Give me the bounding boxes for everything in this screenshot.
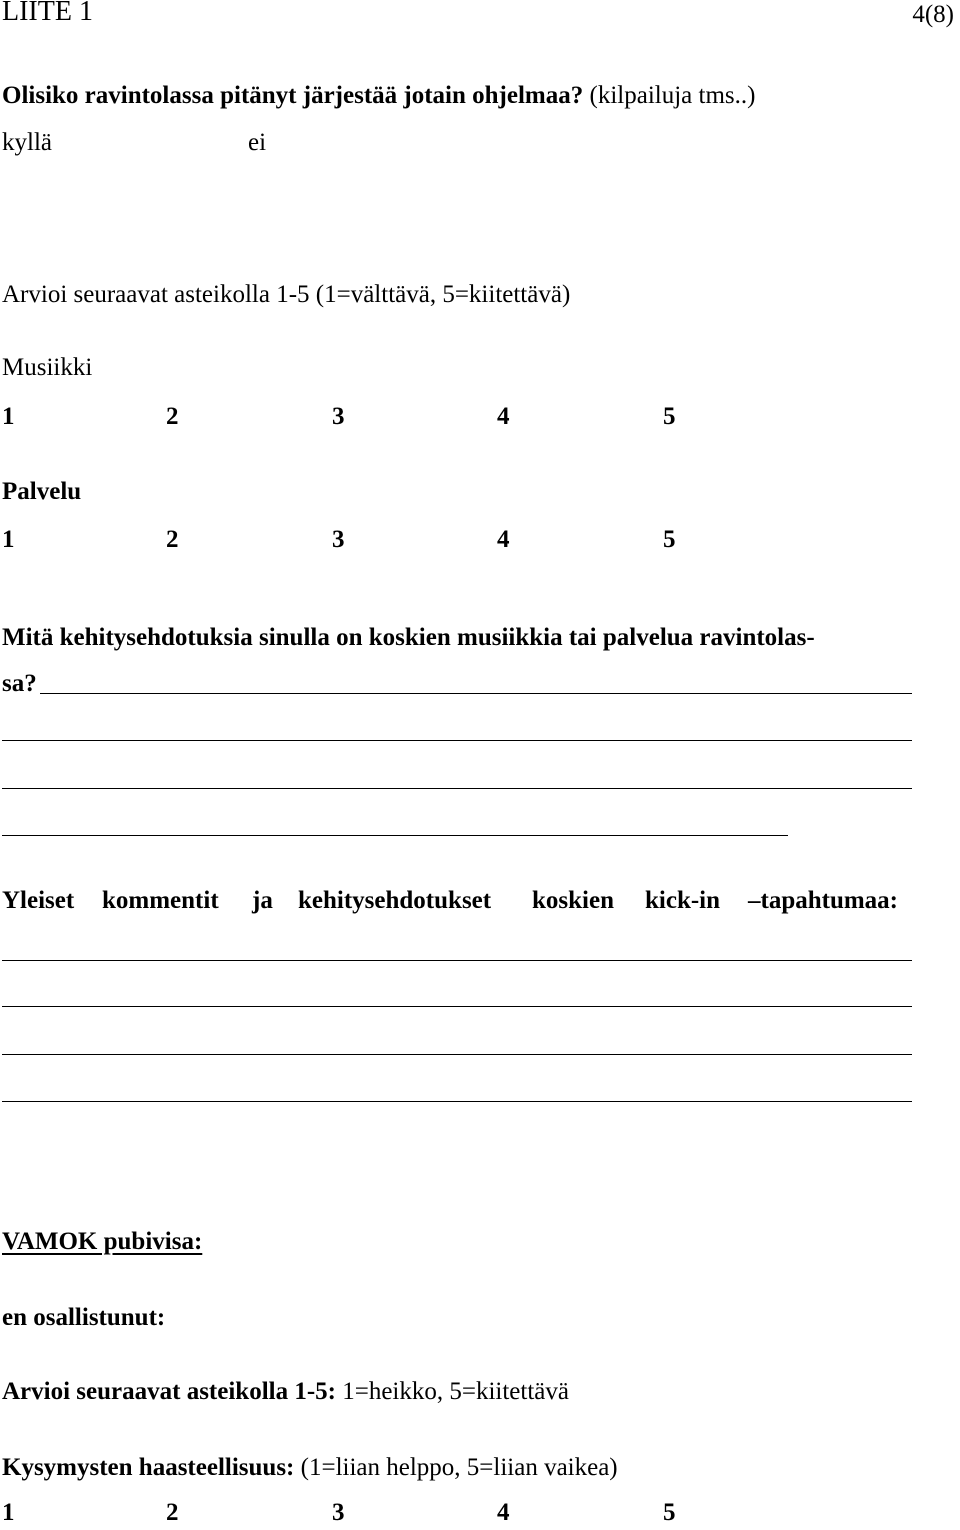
answer-line[interactable]	[2, 1054, 912, 1055]
vamok-difficulty	[2, 1455, 618, 1480]
option-no[interactable]: ei	[248, 129, 267, 156]
vamok-difficulty-hint: (1=liian helppo, 5=liian vaikea)	[300, 1454, 618, 1481]
scale-option-4[interactable]: 4	[497, 1499, 510, 1526]
appendix-title: LIITE 1	[2, 0, 93, 27]
answer-line[interactable]	[2, 1101, 912, 1102]
answer-line[interactable]	[2, 788, 912, 789]
scale-option-3[interactable]: 3	[332, 1499, 345, 1526]
q3-word: kommentit	[102, 887, 219, 914]
scale-option-2[interactable]: 2	[166, 526, 179, 553]
answer-line[interactable]	[40, 693, 912, 694]
rating-intro: Arvioi seuraavat asteikolla 1-5 (1=välttävä, 5=kiitettävä)	[2, 281, 571, 308]
vamok-scale-intro-rest: 1=heikko, 5=kiitettävä	[342, 1378, 569, 1405]
q3-word: koskien	[532, 887, 614, 914]
question-suggestions-line2: sa?	[2, 670, 37, 697]
vamok-scale-intro	[2, 1379, 569, 1404]
scale-option-5[interactable]: 5	[663, 1499, 676, 1526]
scale-option-1[interactable]: 1	[2, 526, 15, 553]
answer-line[interactable]	[2, 1006, 912, 1007]
rating-scale-music	[0, 404, 700, 434]
option-yes[interactable]: kyllä	[2, 129, 52, 156]
answer-line[interactable]	[2, 960, 912, 961]
scale-option-1[interactable]: 1	[2, 403, 15, 430]
scale-option-4[interactable]: 4	[497, 526, 510, 553]
q3-word: Yleiset	[2, 887, 75, 914]
rating-label-music: Musiikki	[2, 354, 93, 381]
scale-option-3[interactable]: 3	[332, 526, 345, 553]
rating-label-service: Palvelu	[2, 478, 82, 505]
q3-word: –tapahtumaa:	[748, 887, 899, 914]
question-program-text: Olisiko ravintolassa pitänyt järjestää jotain ohjelmaa?	[2, 82, 584, 109]
page-number: 4(8)	[912, 1, 954, 28]
q3-word: ja	[252, 887, 273, 914]
answer-line[interactable]	[2, 835, 788, 836]
scale-option-2[interactable]: 2	[166, 1499, 179, 1526]
q3-word: kehitysehdotukset	[298, 887, 492, 914]
q3-word: kick-in	[645, 887, 721, 914]
scale-option-4[interactable]: 4	[497, 403, 510, 430]
vamok-scale-intro-bold: Arvioi seuraavat asteikolla 1-5:	[2, 1378, 336, 1405]
question-program	[2, 83, 755, 108]
scale-option-5[interactable]: 5	[663, 403, 676, 430]
scale-option-2[interactable]: 2	[166, 403, 179, 430]
answer-line[interactable]	[2, 740, 912, 741]
rating-scale-service	[0, 527, 700, 557]
vamok-title: VAMOK pubivisa:	[2, 1228, 203, 1255]
scale-option-5[interactable]: 5	[663, 526, 676, 553]
scale-option-3[interactable]: 3	[332, 403, 345, 430]
question-suggestions-line1: Mitä kehitysehdotuksia sinulla on koskien musiikkia tai palvelua ravintolas-	[2, 624, 815, 651]
vamok-difficulty-label: Kysymysten haasteellisuus:	[2, 1454, 295, 1481]
scale-option-1[interactable]: 1	[2, 1499, 15, 1526]
vamok-not-participated[interactable]: en osallistunut:	[2, 1304, 166, 1331]
question-program-hint: (kilpailuja tms..)	[589, 82, 756, 109]
